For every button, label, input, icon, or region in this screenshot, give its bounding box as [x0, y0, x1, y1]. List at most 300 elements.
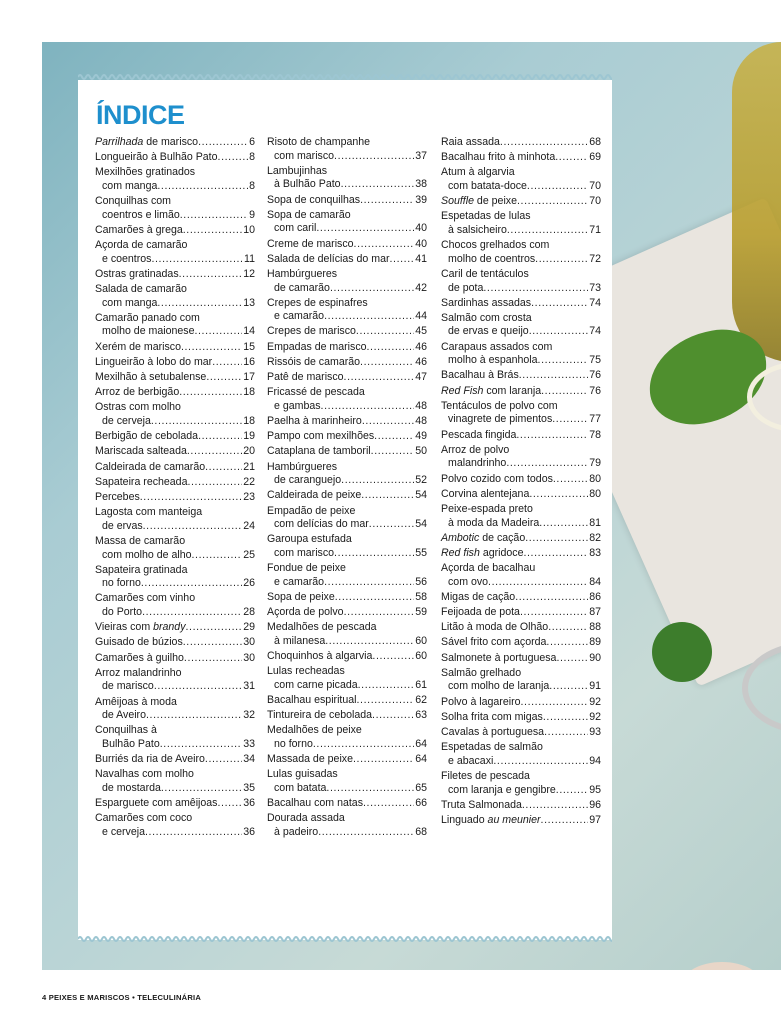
entry-title-continuation: Bulhão Pato [102, 737, 160, 750]
entry-title-continuation: à padeiro [274, 825, 319, 838]
dot-leader [206, 371, 242, 385]
dot-leader [529, 488, 588, 502]
page-number: 66 [415, 797, 427, 810]
page-number: 65 [415, 781, 427, 794]
page-number: 64 [415, 737, 427, 750]
dot-leader [141, 577, 242, 591]
entry-title-continuation: de mostarda [102, 781, 161, 794]
entry-title: Esparguete com amêijoas [95, 797, 218, 810]
dot-leader [517, 195, 588, 209]
entry-title: Massada de peixe [267, 753, 353, 766]
dot-leader [363, 797, 414, 811]
page-number: 72 [589, 252, 601, 265]
page-title: ÍNDICE [96, 100, 185, 130]
page-number: 70 [589, 179, 601, 192]
entry-title: Sopa de peixe [267, 590, 335, 603]
page-number: 40 [415, 222, 427, 235]
index-entry [441, 726, 601, 740]
entry-title: Massa de camarão [95, 534, 186, 547]
page-number: 76 [589, 384, 601, 397]
index-entry [95, 724, 255, 751]
entry-title: Vieiras com brandy [95, 621, 186, 634]
entry-title: Lulas recheadas [267, 665, 345, 678]
entry-title: Fondue de peixe [267, 562, 346, 575]
page-number: 80 [589, 487, 601, 500]
entry-title-continuation: com batata [274, 781, 327, 794]
entry-title-continuation: de cerveja [102, 415, 151, 427]
entry-title-continuation: no forno [274, 737, 313, 750]
page-number: 18 [243, 386, 255, 399]
page-number: 94 [589, 754, 601, 767]
index-entry [441, 799, 601, 813]
entry-title-continuation: de Aveiro [102, 709, 146, 722]
index-entry [267, 386, 427, 413]
entry-title-continuation: de caranguejo [274, 474, 342, 487]
entry-title: Bacalhau espiritual [267, 694, 357, 706]
entry-title: Longueirão à Bulhão Pato [95, 151, 218, 164]
entry-title: Atum à algarvia [441, 166, 515, 179]
entry-title: Berbigão de cebolada [95, 430, 199, 443]
entry-title: Chocos grelhados com [441, 239, 550, 252]
entry-title: Sopa de camarão [267, 208, 351, 221]
entry-title: Risoto de champanhe [267, 136, 371, 148]
dot-leader [354, 238, 415, 252]
page-number: 25 [243, 548, 255, 561]
entry-title: Fricassé de pescada [267, 386, 365, 399]
entry-title-continuation: com manga [102, 296, 158, 309]
dot-leader [372, 709, 414, 723]
page-number: 19 [243, 430, 255, 443]
index-entry [267, 194, 427, 208]
entry-title: Espetadas de lulas [441, 210, 531, 223]
entry-title: Empadão de peixe [267, 504, 356, 517]
entry-title: Sável frito com açorda [441, 636, 547, 649]
index-entry [95, 151, 255, 165]
index-entry [441, 369, 601, 383]
dot-leader [527, 180, 588, 194]
index-entry [441, 210, 601, 237]
index-column-1 [95, 136, 255, 841]
index-entry [267, 606, 427, 620]
index-entry [441, 385, 601, 399]
page-number: 74 [589, 325, 601, 338]
entry-title-continuation: com molho de alho [102, 548, 192, 561]
dot-leader [151, 415, 242, 429]
page-number: 95 [589, 783, 601, 796]
entry-title: Red fish agridoce [441, 546, 524, 559]
entry-title: Cataplana de tamboril [267, 445, 371, 458]
entry-title-continuation: com molho de laranja [448, 680, 550, 693]
index-entry [441, 312, 601, 339]
dot-leader [143, 520, 243, 534]
dot-leader [367, 341, 415, 355]
entry-title: Carapaus assados com [441, 340, 553, 353]
index-entry [441, 696, 601, 710]
entry-title: Sardinhas assadas [441, 296, 532, 309]
dot-leader [344, 371, 415, 385]
index-entry [267, 533, 427, 560]
index-entry [95, 461, 255, 475]
dot-leader [154, 680, 242, 694]
dot-leader [358, 679, 415, 693]
index-entry [267, 591, 427, 605]
page-number: 35 [243, 781, 255, 794]
index-entry [267, 415, 427, 429]
entry-title-continuation: do Porto [102, 606, 143, 619]
page-number: 48 [415, 415, 427, 427]
index-entry [95, 564, 255, 591]
page-number: 8 [249, 151, 255, 164]
page-number: 45 [415, 325, 427, 338]
page-number: 59 [415, 606, 427, 619]
index-entry [95, 797, 255, 811]
index-entry [441, 488, 601, 502]
page-number: 17 [243, 371, 255, 384]
index-entry [441, 166, 601, 193]
dot-leader [146, 709, 242, 723]
entry-title-continuation: e abacaxi [448, 754, 494, 767]
page-number: 49 [415, 430, 427, 443]
dot-leader [357, 694, 415, 708]
index-entry [441, 606, 601, 620]
page-footer: 4 PEIXES E MARISCOS • TELECULINÁRIA [42, 993, 202, 1002]
index-entry [95, 283, 255, 310]
entry-title: Guisado de búzios [95, 636, 183, 649]
index-entry [95, 430, 255, 444]
index-entry [267, 650, 427, 664]
page-number: 70 [589, 195, 601, 208]
dot-leader [369, 518, 414, 532]
dot-leader [516, 429, 588, 443]
page-number: 6 [249, 136, 255, 148]
page-number: 18 [243, 415, 255, 427]
entry-title: Migas de cação [441, 590, 516, 603]
dot-leader [157, 180, 248, 194]
page-number: 52 [415, 474, 427, 487]
index-entry [95, 445, 255, 459]
page-number: 47 [415, 371, 427, 384]
dot-leader [374, 430, 414, 444]
page-number: 55 [415, 546, 427, 559]
entry-title: Burriés da ria de Aveiro [95, 753, 205, 766]
entry-title: Tintureira de cebolada [267, 709, 373, 722]
page-number: 54 [415, 489, 427, 502]
entry-title-continuation: com marisco [274, 149, 335, 162]
entry-title: Lagosta com manteiga [95, 506, 203, 519]
page-number: 46 [415, 355, 427, 368]
dot-leader [145, 826, 242, 840]
dot-leader [160, 738, 242, 752]
dot-leader [515, 591, 588, 605]
dot-leader [161, 782, 242, 796]
index-entry [441, 636, 601, 650]
garlic-clove-image [682, 962, 762, 970]
dot-leader [186, 621, 243, 635]
entry-title: Filetes de pescada [441, 769, 530, 782]
index-entry [95, 768, 255, 795]
entry-title-continuation: e camarão [274, 575, 325, 588]
page-number: 11 [244, 252, 255, 265]
dot-leader [556, 784, 588, 798]
index-entry [95, 166, 255, 193]
entry-title: Sopa de conquilhas [267, 193, 361, 206]
index-entry [267, 253, 427, 267]
index-entry [267, 621, 427, 648]
page-number: 14 [243, 325, 255, 338]
index-entry [95, 753, 255, 767]
page-number: 96 [589, 798, 601, 811]
index-entry [441, 341, 601, 368]
entry-title: Camarões com coco [95, 812, 193, 825]
dot-leader [180, 209, 248, 223]
entry-title: Choquinhos à algarvia [267, 650, 373, 663]
entry-title: Lingueirão à lobo do mar [95, 355, 213, 368]
entry-title: Camarões à grega [95, 223, 183, 236]
entry-title-continuation: malandrinho [448, 457, 507, 470]
dot-leader [483, 282, 588, 296]
entry-title: Corvina alentejana [441, 487, 530, 500]
entry-title: Salada de delícias do mar [267, 252, 390, 265]
page-number: 75 [589, 354, 601, 367]
index-entry [441, 400, 601, 427]
entry-title: Dourada assada [267, 812, 345, 825]
index-entry [267, 489, 427, 503]
index-entry [95, 592, 255, 619]
page-number: 63 [415, 709, 427, 722]
dot-leader [205, 753, 242, 767]
index-entry [441, 532, 601, 546]
dot-leader [555, 151, 588, 165]
dot-leader [523, 547, 588, 561]
page-number: 54 [415, 518, 427, 531]
entry-title: Raia assada [441, 136, 500, 148]
entry-title: Açorda de camarão [95, 239, 188, 252]
entry-title-continuation: de ervas [102, 519, 143, 532]
index-entry [267, 812, 427, 839]
dot-leader [371, 445, 415, 459]
index-entry [267, 797, 427, 811]
index-entry [95, 621, 255, 635]
entry-title: Açorda de bacalhau [441, 562, 536, 575]
dot-leader [539, 517, 588, 531]
dot-leader [500, 136, 588, 150]
index-entry [267, 505, 427, 532]
dot-leader [519, 369, 588, 383]
dot-leader [217, 797, 242, 811]
dot-leader [361, 489, 414, 503]
entry-title: Mariscada salteada [95, 445, 187, 458]
entry-title: Hambúrgueres [267, 267, 338, 280]
page-number: 60 [415, 650, 427, 663]
page-number: 79 [589, 457, 601, 470]
page-number: 74 [589, 296, 601, 309]
page-number: 31 [243, 680, 255, 693]
entry-title: Sapateira gratinada [95, 563, 188, 576]
entry-title: Hambúrgueres [267, 460, 338, 473]
dot-leader [362, 415, 414, 429]
entry-title: Empadas de marisco [267, 340, 367, 353]
page-number: 76 [589, 369, 601, 382]
page-number: 83 [589, 546, 601, 559]
entry-title-continuation: vinagrete de pimentos [448, 413, 553, 426]
entry-title: Medalhões de pescada [267, 621, 377, 634]
dot-leader [341, 474, 414, 488]
page-number: 8 [249, 179, 255, 192]
entry-title: Salmonete à portuguesa [441, 651, 557, 664]
dot-leader [324, 576, 414, 590]
olive-oil-bottle-image [732, 42, 781, 362]
entry-title: Caldeirada de camarão [95, 460, 206, 473]
page-number: 30 [243, 651, 255, 664]
index-entry [267, 562, 427, 589]
dot-leader [318, 826, 414, 840]
dot-leader [324, 310, 414, 324]
entry-title: Souffle de peixe [441, 195, 517, 208]
index-entry [441, 621, 601, 635]
dot-leader [321, 400, 415, 414]
page-number: 64 [415, 753, 427, 766]
entry-title-continuation: com ovo [448, 575, 489, 588]
page-number: 30 [243, 636, 255, 649]
index-entry [441, 429, 601, 443]
entry-title: Conquilhas à [95, 724, 157, 737]
index-entry [441, 770, 601, 797]
page-number: 20 [243, 445, 255, 458]
index-entry [95, 636, 255, 650]
index-entry [267, 724, 427, 751]
dot-leader [179, 386, 242, 400]
dot-leader [535, 253, 588, 267]
dot-leader [198, 136, 248, 150]
dot-leader [538, 354, 589, 368]
entry-title: Ostras gratinadas [95, 267, 179, 280]
entry-title: Arroz de berbigão [95, 386, 180, 399]
dot-leader [212, 356, 242, 370]
entry-title-continuation: e gambas [274, 399, 321, 412]
index-entry [95, 506, 255, 533]
index-entry [95, 312, 255, 339]
entry-title: Paelha à marinheiro [267, 415, 362, 427]
index-entry [267, 238, 427, 252]
entry-title: Amêijoas à moda [95, 695, 177, 708]
dot-leader [330, 282, 414, 296]
page-number: 36 [243, 797, 255, 810]
page-number: 26 [243, 577, 255, 590]
dot-leader [194, 325, 242, 339]
page-number: 34 [243, 753, 255, 766]
entry-title: Camarão panado com [95, 311, 200, 324]
page-number: 90 [589, 651, 601, 664]
index-entry [267, 665, 427, 692]
entry-title-continuation: com carne picada [274, 678, 358, 691]
page-number: 28 [243, 606, 255, 619]
entry-title: Arroz de polvo [441, 443, 510, 456]
index-entry [95, 356, 255, 370]
entry-title: Red Fish com laranja [441, 384, 542, 397]
index-entry [441, 591, 601, 605]
entry-title: Bacalhau com natas [267, 797, 363, 810]
page-number: 44 [415, 310, 427, 323]
dot-leader [525, 532, 588, 546]
page-number: 36 [243, 825, 255, 838]
page-number: 21 [243, 460, 255, 473]
page-number: 68 [589, 136, 601, 148]
wavy-border-top [78, 72, 612, 82]
index-entry [267, 445, 427, 459]
entry-title-continuation: no forno [102, 577, 141, 590]
page-number: 87 [589, 606, 601, 619]
entry-title: Percebes [95, 490, 140, 503]
page-number: 62 [415, 694, 427, 706]
index-entry [267, 209, 427, 236]
index-entry [267, 268, 427, 295]
entry-title: Peixe-espada preto [441, 502, 533, 515]
dot-leader [506, 457, 588, 471]
entry-title: Sapateira recheada [95, 475, 188, 488]
dot-leader [553, 473, 588, 487]
index-entry [441, 652, 601, 666]
page-number: 86 [589, 590, 601, 603]
dot-leader [390, 253, 415, 267]
page-number: 32 [243, 709, 255, 722]
entry-title-continuation: à moda da Madeira [448, 516, 540, 529]
index-entry [95, 476, 255, 490]
index-entry [95, 371, 255, 385]
page-number: 23 [243, 490, 255, 503]
entry-title: Salmão grelhado [441, 666, 522, 679]
entry-title: Parrilhada de marisco [95, 136, 199, 148]
entry-title-continuation: de ervas e queijo [448, 325, 529, 338]
page-number: 42 [415, 281, 427, 294]
dot-leader [326, 782, 414, 796]
index-entry [267, 461, 427, 488]
dot-leader [541, 385, 588, 399]
index-entry [267, 165, 427, 192]
entry-title: Camarões à guilho [95, 651, 184, 664]
index-entry [441, 136, 601, 150]
page-number: 92 [589, 710, 601, 723]
page-number: 92 [589, 695, 601, 708]
page-number: 71 [589, 223, 601, 236]
index-entry [95, 136, 255, 150]
entry-title: Cavalas à portuguesa [441, 725, 545, 738]
entry-title: Crepes de espinafres [267, 296, 368, 309]
dot-leader [151, 253, 243, 267]
page-number: 80 [589, 472, 601, 485]
dot-leader [334, 547, 414, 561]
entry-title: Polvo cozido com todos [441, 472, 553, 485]
index-entry [267, 768, 427, 795]
dot-leader [543, 711, 588, 725]
entry-title-continuation: de camarão [274, 281, 330, 294]
entry-title-continuation: com batata-doce [448, 179, 527, 192]
entry-title: Patê de marisco [267, 371, 344, 384]
dot-leader [344, 606, 415, 620]
dot-leader [353, 753, 414, 767]
index-column-2 [267, 136, 427, 841]
entry-title: Garoupa estufada [267, 533, 352, 546]
index-entry [441, 239, 601, 266]
index-entry [267, 709, 427, 723]
entry-title: Lambujinhas [267, 164, 328, 177]
entry-title: Arroz malandrinho [95, 666, 182, 679]
dot-leader [140, 491, 242, 505]
page-number: 97 [589, 813, 601, 826]
page-number: 12 [243, 267, 255, 280]
entry-title: Ostras com molho [95, 401, 181, 414]
entry-title: Navalhas com molho [95, 768, 194, 781]
index-entry [95, 812, 255, 839]
